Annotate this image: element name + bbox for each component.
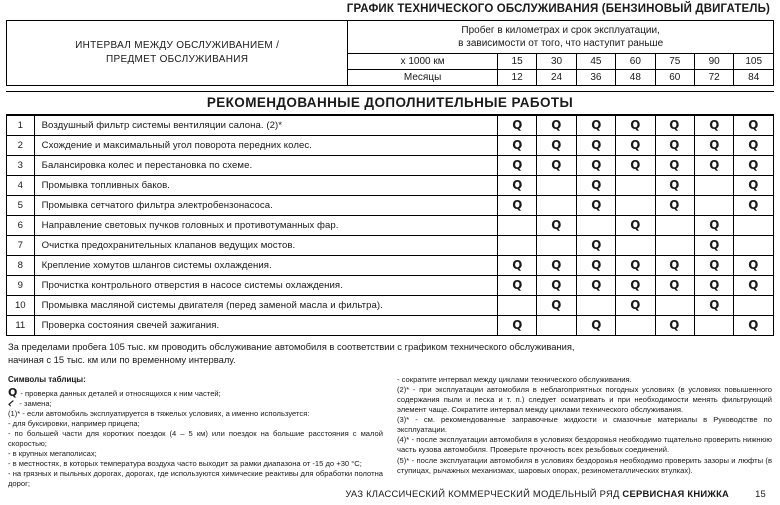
magnifier-icon: Q: [630, 257, 641, 272]
table-row: [7, 136, 774, 156]
magnifier-icon: Q: [669, 137, 680, 152]
magnifier-icon: Q: [748, 117, 759, 132]
service-mark-cell: [695, 116, 734, 136]
service-mark-cell: [695, 156, 734, 176]
legend-title: Символы таблицы:: [8, 375, 86, 385]
service-mark-cell: [695, 276, 734, 296]
table-row: [7, 236, 774, 256]
note-1-item: - для буксировки, например прицепа;: [8, 418, 140, 428]
magnifier-icon: Q: [590, 177, 601, 192]
km-value: 60: [616, 54, 655, 70]
legend-entry-check: [8, 387, 383, 399]
magnifier-icon: Q: [551, 157, 562, 172]
empty-cell: [695, 196, 734, 216]
service-mark-cell: [497, 196, 536, 216]
service-mark-cell: [695, 236, 734, 256]
service-mark-cell: [695, 256, 734, 276]
magnifier-icon: Q: [590, 157, 601, 172]
row-index: 9: [7, 276, 35, 296]
service-mark-cell: [537, 296, 576, 316]
magnifier-icon: Q: [512, 137, 523, 152]
row-task-label: Промывка масляной системы двигателя (перед заменой масла и фильтра).: [34, 296, 497, 316]
row-index: 6: [7, 216, 35, 236]
empty-cell: [497, 236, 536, 256]
row-task-label: Промывка топливных баков.: [34, 176, 497, 196]
row-task-label: Воздушный фильтр системы вентиляции салона. (2)*: [34, 116, 497, 136]
magnifier-icon: Q: [551, 277, 562, 292]
note-1-item: - на грязных и пыльных дорогах, дорогах, где используются химические реактивы для обработки полотна дорог;: [8, 469, 383, 489]
note-1-item: - в крупных мегаполисах;: [8, 449, 97, 459]
magnifier-icon: Q: [669, 157, 680, 172]
empty-cell: [537, 236, 576, 256]
service-mark-cell: [616, 156, 655, 176]
month-value: 48: [616, 70, 655, 86]
magnifier-icon: Q: [551, 297, 562, 312]
magnifier-icon: Q: [709, 237, 720, 252]
service-mark-cell: [655, 176, 694, 196]
empty-cell: [616, 196, 655, 216]
row-task-label: Очистка предохранительных клапанов ведущих мостов.: [34, 236, 497, 256]
service-mark-cell: [695, 296, 734, 316]
service-mark-cell: [537, 156, 576, 176]
service-mark-cell: [616, 216, 655, 236]
km-row-label: x 1000 км: [348, 54, 498, 70]
magnifier-icon: Q: [669, 257, 680, 272]
magnifier-icon: Q: [748, 137, 759, 152]
magnifier-icon: Q: [512, 117, 523, 132]
magnifier-icon: Q: [590, 277, 601, 292]
service-mark-cell: [497, 136, 536, 156]
magnifier-icon: Q: [748, 197, 759, 212]
empty-cell: [537, 196, 576, 216]
magnifier-icon: Q: [512, 277, 523, 292]
row-index: 4: [7, 176, 35, 196]
km-value: 90: [694, 54, 733, 70]
service-mark-cell: [616, 276, 655, 296]
magnifier-icon: Q: [630, 297, 641, 312]
mileage-period-line1: Пробег в километрах и срок эксплуатации,: [461, 25, 660, 36]
empty-cell: [695, 176, 734, 196]
service-mark-cell: [734, 156, 774, 176]
service-mark-cell: [616, 256, 655, 276]
magnifier-icon: Q: [709, 217, 720, 232]
row-task-label: Проверка состояния свечей зажигания.: [34, 316, 497, 336]
service-mark-cell: [497, 156, 536, 176]
service-mark-cell: [576, 156, 615, 176]
table-row: [7, 276, 774, 296]
magnifier-icon: Q: [669, 197, 680, 212]
beyond-mileage-note: [6, 336, 774, 366]
magnifier-icon: Q: [709, 117, 720, 132]
note-1-item: - по большей части для коротких поездок (4 – 5 км) или поездок на большие расстояния с малой скоростью;: [8, 428, 383, 448]
legend-column-left: [5, 375, 383, 489]
empty-cell: [537, 316, 576, 336]
magnifier-icon: Q: [512, 197, 523, 212]
footer-brand-bold: СЕРВИСНАЯ КНИЖКА: [622, 488, 730, 499]
table-row: [7, 216, 774, 236]
service-mark-cell: [734, 136, 774, 156]
row-task-label: Балансировка колес и перестановка по схеме.: [34, 156, 497, 176]
km-value: 75: [655, 54, 694, 70]
magnifier-icon: Q: [551, 217, 562, 232]
magnifier-icon: Q: [512, 317, 523, 332]
page-title: ГРАФИК ТЕХНИЧЕСКОГО ОБСЛУЖИВАНИЯ (БЕНЗИНОВЫЙ ДВИГАТЕЛЬ): [346, 3, 770, 15]
service-mark-cell: [655, 116, 694, 136]
month-value: 36: [576, 70, 615, 86]
magnifier-icon: Q: [630, 137, 641, 152]
service-mark-cell: [734, 196, 774, 216]
magnifier-icon: Q: [590, 197, 601, 212]
magnifier-icon: Q: [512, 257, 523, 272]
magnifier-icon: Q: [630, 217, 641, 232]
note-1-tail: - сократите интервал между циклами технического обслуживания.: [397, 375, 632, 385]
row-index: 7: [7, 236, 35, 256]
magnifier-icon: Q: [669, 317, 680, 332]
service-mark-cell: [655, 276, 694, 296]
service-mark-cell: [537, 216, 576, 236]
service-mark-cell: [537, 136, 576, 156]
empty-cell: [497, 296, 536, 316]
service-mark-cell: [497, 116, 536, 136]
table-row: [7, 316, 774, 336]
interval-subject-header-line1: ИНТЕРВАЛ МЕЖДУ ОБСЛУЖИВАНИЕМ /: [75, 39, 280, 51]
table-row: [7, 256, 774, 276]
service-mark-cell: [576, 316, 615, 336]
magnifier-icon: Q: [748, 317, 759, 332]
row-index: 8: [7, 256, 35, 276]
service-mark-cell: [497, 276, 536, 296]
km-value: 105: [734, 54, 774, 70]
km-value: 45: [576, 54, 615, 70]
empty-cell: [616, 176, 655, 196]
row-index: 1: [7, 116, 35, 136]
magnifier-icon: Q: [748, 257, 759, 272]
empty-cell: [576, 216, 615, 236]
empty-cell: [655, 296, 694, 316]
row-task-label: Прочистка контрольного отверстия в насосе системы охлаждения.: [34, 276, 497, 296]
page-number: 15: [755, 488, 766, 499]
service-mark-cell: [655, 316, 694, 336]
magnifier-icon: Q: [709, 157, 720, 172]
magnifier-icon: Q: [748, 177, 759, 192]
service-mark-cell: [576, 236, 615, 256]
footer-brand-normal: УАЗ КЛАССИЧЕСКИЙ КОММЕРЧЕСКИЙ МОДЕЛЬНЫЙ РЯД: [345, 488, 620, 499]
service-mark-cell: [576, 136, 615, 156]
service-mark-cell: [537, 276, 576, 296]
row-index: 3: [7, 156, 35, 176]
page-footer: [0, 488, 780, 499]
wrench-icon: ⌐: [5, 396, 19, 411]
month-value: 24: [537, 70, 576, 86]
magnifier-icon: Q: [669, 277, 680, 292]
empty-cell: [576, 296, 615, 316]
service-mark-cell: [616, 136, 655, 156]
row-index: 10: [7, 296, 35, 316]
magnifier-icon: Q: [551, 117, 562, 132]
service-mark-cell: [576, 116, 615, 136]
empty-cell: [537, 176, 576, 196]
service-mark-cell: [537, 256, 576, 276]
months-row-label: Месяцы: [348, 70, 498, 86]
row-index: 5: [7, 196, 35, 216]
magnifier-icon: Q: [709, 257, 720, 272]
table-row: [7, 116, 774, 136]
empty-cell: [655, 236, 694, 256]
empty-cell: [734, 236, 774, 256]
legend-check-text: - проверка данных деталей и относящихся к ним частей;: [20, 388, 221, 398]
service-mark-cell: [734, 316, 774, 336]
magnifier-icon: Q: [512, 157, 523, 172]
magnifier-icon: Q: [551, 257, 562, 272]
service-mark-cell: [616, 116, 655, 136]
magnifier-icon: Q: [512, 177, 523, 192]
magnifier-icon: Q: [8, 385, 18, 399]
service-mark-cell: [576, 176, 615, 196]
magnifier-icon: Q: [748, 277, 759, 292]
magnifier-icon: Q: [669, 117, 680, 132]
service-mark-cell: [655, 156, 694, 176]
month-value: 12: [497, 70, 536, 86]
magnifier-icon: Q: [748, 157, 759, 172]
row-index: 11: [7, 316, 35, 336]
magnifier-icon: Q: [709, 277, 720, 292]
note-1-item: - в местностях, в которых температура воздуха часто выходит за рамки диапазона от -15 до +30 °C;: [8, 459, 362, 469]
beyond-mileage-note-line2: начиная с 15 тыс. км или по временному интервалу.: [8, 353, 236, 365]
service-mark-cell: [497, 256, 536, 276]
table-row: [7, 176, 774, 196]
km-value: 15: [497, 54, 536, 70]
magnifier-icon: Q: [590, 117, 601, 132]
note-3: (3)* - см. рекомендованные заправочные жидкости и смазочные материалы в Руководстве по эксплуатации.: [397, 415, 772, 435]
note-1-intro: (1)* - если автомобиль эксплуатируется в тяжелых условиях, а именно используется:: [8, 408, 310, 418]
empty-cell: [734, 296, 774, 316]
service-mark-cell: [655, 256, 694, 276]
month-value: 72: [694, 70, 733, 86]
service-mark-cell: [537, 116, 576, 136]
service-mark-cell: [734, 256, 774, 276]
service-mark-cell: [655, 136, 694, 156]
empty-cell: [734, 216, 774, 236]
service-mark-cell: [497, 176, 536, 196]
row-task-label: Промывка сетчатого фильтра электробензонасоса.: [34, 196, 497, 216]
table-row: [7, 156, 774, 176]
month-value: 84: [734, 70, 774, 86]
service-mark-cell: [655, 196, 694, 216]
row-task-label: Схождение и максимальный угол поворота передних колес.: [34, 136, 497, 156]
beyond-mileage-note-line1: За пределами пробега 105 тыс. км проводить обслуживание автомобиля в соответствии с графиком технического обслуживания,: [8, 341, 575, 352]
km-value: 30: [537, 54, 576, 70]
service-mark-cell: [695, 216, 734, 236]
magnifier-icon: Q: [590, 257, 601, 272]
magnifier-icon: Q: [709, 297, 720, 312]
service-mark-cell: [616, 296, 655, 316]
table-row: [7, 296, 774, 316]
header-row-span: [7, 21, 774, 54]
service-mark-cell: [734, 116, 774, 136]
row-index: 2: [7, 136, 35, 156]
note-4: (4)* - после эксплуатации автомобиля в условиях бездорожья необходимо тщательно проверить нижнюю часть кузова автомобиля. Проверьте прочность всех резьбовых соединений.: [397, 435, 772, 455]
magnifier-icon: Q: [630, 277, 641, 292]
magnifier-icon: Q: [630, 157, 641, 172]
service-mark-cell: [576, 276, 615, 296]
service-mark-cell: [695, 136, 734, 156]
empty-cell: [616, 236, 655, 256]
month-value: 60: [655, 70, 694, 86]
recommended-works-table: [6, 115, 774, 336]
footer-brand-line: [345, 488, 729, 499]
magnifier-icon: Q: [669, 177, 680, 192]
empty-cell: [616, 316, 655, 336]
section-banner: РЕКОМЕНДОВАННЫЕ ДОПОЛНИТЕЛЬНЫЕ РАБОТЫ: [6, 91, 774, 115]
empty-cell: [497, 216, 536, 236]
row-task-label: Направление световых пучков головных и противотуманных фар.: [34, 216, 497, 236]
interval-subject-header-line2: ПРЕДМЕТ ОБСЛУЖИВАНИЯ: [106, 54, 249, 65]
schedule-header-table: [6, 20, 774, 86]
magnifier-icon: Q: [709, 137, 720, 152]
service-mark-cell: [576, 196, 615, 216]
table-row: [7, 196, 774, 216]
mileage-period-line2: в зависимости от того, что наступит раньше: [458, 38, 664, 49]
mileage-period-header: [348, 21, 774, 54]
magnifier-icon: Q: [590, 137, 601, 152]
service-mark-cell: [734, 176, 774, 196]
magnifier-icon: Q: [551, 137, 562, 152]
recommended-works-body: [7, 116, 774, 336]
service-mark-cell: [497, 316, 536, 336]
legend-column-right: [397, 375, 772, 489]
interval-subject-header: [7, 21, 348, 86]
empty-cell: [695, 316, 734, 336]
legend-section: [6, 366, 774, 489]
legend-replace-text: - замена;: [19, 398, 52, 408]
magnifier-icon: Q: [590, 317, 601, 332]
service-mark-cell: [734, 276, 774, 296]
note-2: (2)* - при эксплуатации автомобиля в неблагоприятных погодных условиях (в условиях повышенного содержания пыли и песка и т. п.) следует осматривать и при необходимости менять фильтрующий элемент чаще. Сократите интервал между циклами технического обслуживания.: [397, 385, 772, 415]
service-mark-cell: [576, 256, 615, 276]
note-5: (5)* - после эксплуатации автомобиля в условиях бездорожья необходимо проверить зазоры и люфты (в ступицах, рычажных механизмах, шаровых опорах, резинометаллических втулках).: [397, 455, 772, 475]
magnifier-icon: Q: [630, 117, 641, 132]
empty-cell: [655, 216, 694, 236]
legend-entry-replace: [5, 396, 383, 411]
magnifier-icon: Q: [590, 237, 601, 252]
row-task-label: Крепление хомутов шлангов системы охлаждения.: [34, 256, 497, 276]
